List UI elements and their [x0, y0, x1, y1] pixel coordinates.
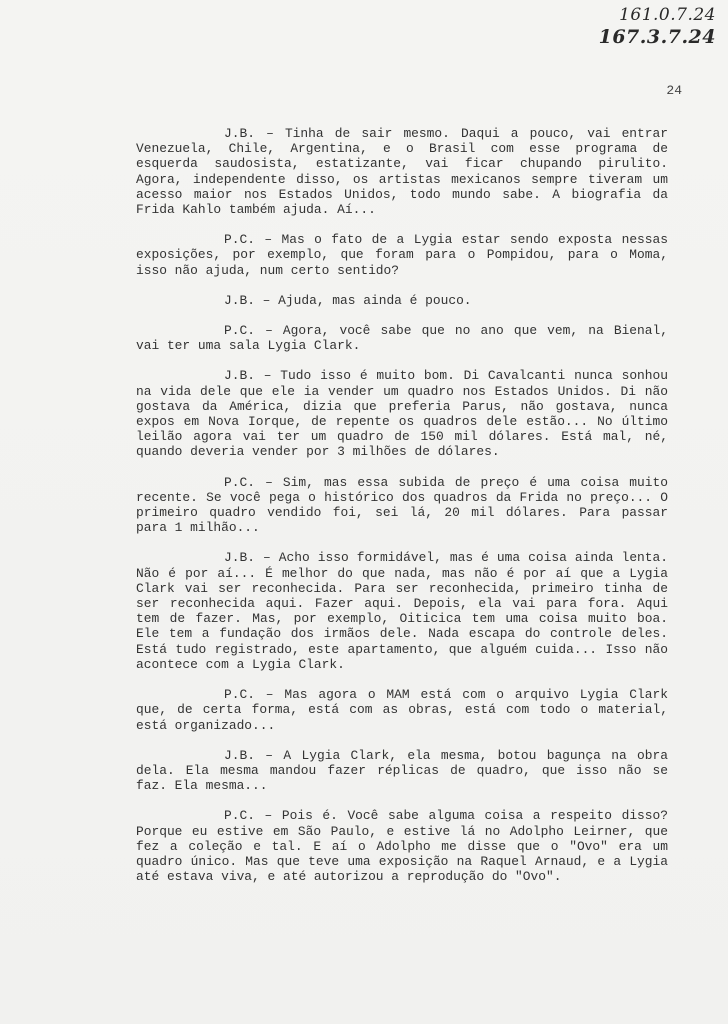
paragraph-pc-5: P.C. – Pois é. Você sabe alguma coisa a respeito disso? Porque eu estive em São Paulo, e estive lá no Adolpho Leirner, que fez a coleção e tal. E aí o Adolpho me disse que o "Ovo" era um quadro único. Mas que teve uma exposição na Raquel Arnaud, e a Lygia até estava viva, e até autorizou a reprodução do "Ovo". — [136, 808, 668, 885]
annotation-line-2: 167.3.7.24 — [598, 26, 716, 48]
handwritten-annotation — [599, 4, 716, 48]
paragraph-pc-2: P.C. – Agora, você sabe que no ano que vem, na Bienal, vai ter uma sala Lygia Clark. — [136, 323, 668, 354]
page-number: 24 — [666, 83, 682, 98]
paragraph-jb-1: J.B. – Tinha de sair mesmo. Daqui a pouco, vai entrar Venezuela, Chile, Argentina, e o Brasil com esse programa de esquerda saudosista, estatizante, vai ficar chupando pirulito. Agora, independente disso, os artistas mexicanos sempre tiveram um acesso maior nos Estados Unidos, todo mundo sabe. A biografia da Frida Kahlo também ajuda. Aí... — [136, 126, 668, 218]
paragraph-jb-4: J.B. – Acho isso formidável, mas é uma coisa ainda lenta. Não é por aí... É melhor do que nada, mas não é por aí que a Lygia Clark vai ser reconhecida. Para ser reconhecida, primeiro tinha de ser reconhecida aqui. Fazer aqui. Depois, ela vai para fora. Aqui tem de fazer. Mas, por exemplo, Oiticica tem uma coisa muito boa. Ele tem a fundação dos irmãos dele. Nada escapa do controle deles. Está tudo registrado, este apartamento, que alguém cuida... Isso não acontece com a Lygia Clark. — [136, 550, 668, 672]
annotation-line-1: 161.0.7.24 — [619, 5, 716, 25]
transcript-body — [136, 126, 668, 899]
paragraph-jb-2: J.B. – Ajuda, mas ainda é pouco. — [224, 292, 472, 308]
paragraph-pc-1: P.C. – Mas o fato de a Lygia estar sendo exposta nessas exposições, por exemplo, que foram para o Pompidou, para o Moma, isso não ajuda, num certo sentido? — [136, 232, 668, 278]
paragraph-jb-5: J.B. – A Lygia Clark, ela mesma, botou bagunça na obra dela. Ela mesma mandou fazer réplicas de quadro, que isso não se faz. Ela mesma... — [136, 747, 668, 794]
paragraph-pc-3: P.C. – Sim, mas essa subida de preço é uma coisa muito recente. Se você pega o histórico dos quadros da Frida no preço... O primeiro quadro vendido foi, sei lá, 20 mil dólares. Para passar para 1 milhão... — [136, 474, 668, 536]
paragraph-jb-3: J.B. – Tudo isso é muito bom. Di Cavalcanti nunca sonhou na vida dele que ele ia vender um quadro nos Estados Unidos. Di não gostava da América, dizia que preferia Parus, não gostava, nunca expos em Nova Iorque, de repente os quadros dele estão... No último leilão agora vai ter um quadro de 150 mil dólares. Está mal, né, quando deveria vender por 3 milhões de dólares. — [136, 368, 668, 460]
paragraph-pc-4: P.C. – Mas agora o MAM está com o arquivo Lygia Clark que, de certa forma, está com as obras, está com todo o material, está organizado... — [136, 687, 668, 733]
